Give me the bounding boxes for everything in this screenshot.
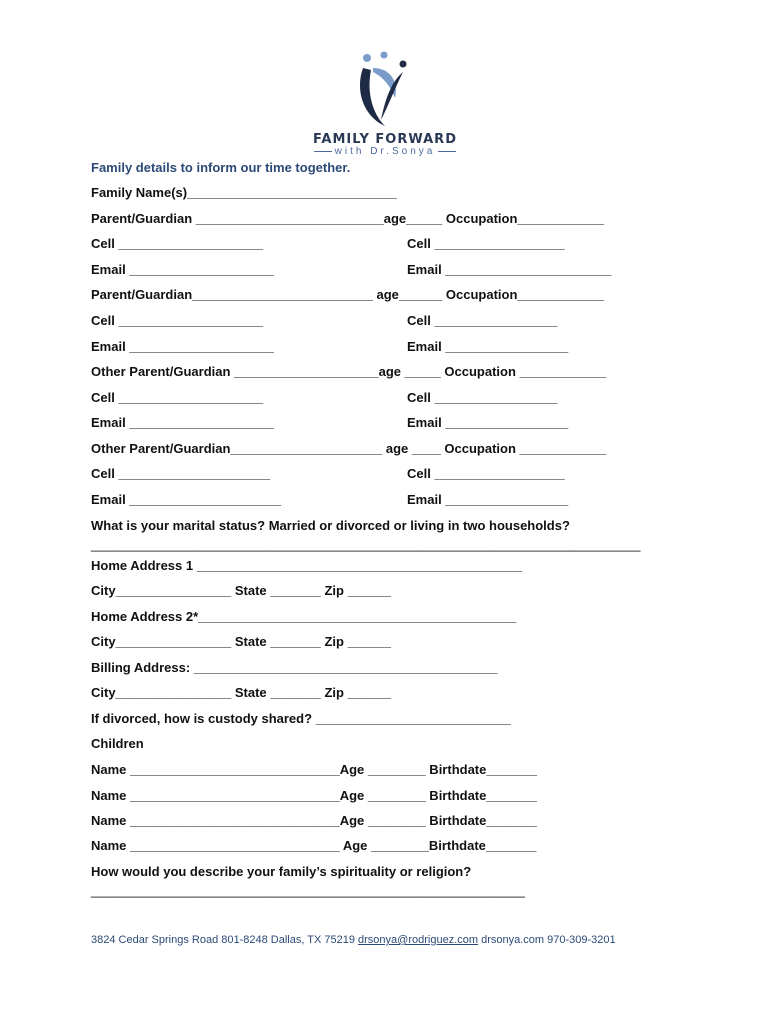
form-line-17: City________________ State _______ Zip ______ — [91, 583, 391, 598]
form-line-25: Name _____________________________Age ________ Birthdate_______ — [91, 788, 537, 803]
form-line-4-right: Email _______________________ — [407, 262, 612, 277]
form-line-7: Email ____________________ — [91, 339, 274, 354]
form-intro: Family details to inform our time together. — [91, 160, 351, 175]
form-line-4: Email ____________________ — [91, 262, 274, 277]
family-forward-logo — [300, 48, 470, 158]
form-line-19: City________________ State _______ Zip ______ — [91, 634, 391, 649]
form-line-6-right: Cell _________________ — [407, 313, 558, 328]
form-line-22: If divorced, how is custody shared? ___________________________ — [91, 711, 511, 726]
form-line-10-right: Email _________________ — [407, 415, 569, 430]
form-line-12: Cell _____________________ — [91, 466, 271, 481]
form-line-8: Other Parent/Guardian ____________________age _____ Occupation ____________ — [91, 364, 607, 379]
form-line-9-right: Cell _________________ — [407, 390, 558, 405]
form-line-23: Children — [91, 736, 144, 751]
form-line-3: Cell ____________________ — [91, 236, 264, 251]
form-line-15: ____________________________________________________________________________ — [91, 537, 641, 552]
form-line-13: Email _____________________ — [91, 492, 282, 507]
form-line-20: Billing Address: __________________________________________ — [91, 660, 498, 675]
form-line-29: ____________________________________________________________ — [91, 883, 525, 898]
form-line-10: Email ____________________ — [91, 415, 274, 430]
footer-email-link[interactable]: drsonya@rodriguez.com — [358, 934, 479, 946]
form-line-26: Name _____________________________Age ________ Birthdate_______ — [91, 813, 537, 828]
form-line-6: Cell ____________________ — [91, 313, 264, 328]
form-line-16: Home Address 1 _____________________________________________ — [91, 558, 523, 573]
form-line-1: Family Name(s)_____________________________ — [91, 185, 397, 200]
form-line-18: Home Address 2*____________________________________________ — [91, 609, 517, 624]
logo-title: FAMILY FORWARD — [313, 132, 457, 147]
form-line-9: Cell ____________________ — [91, 390, 264, 405]
footer-contact: drsonya.com 970-309-3201 — [478, 934, 616, 946]
form-line-3-right: Cell __________________ — [407, 236, 565, 251]
footer-address: 3824 Cedar Springs Road 801-8248 Dallas, TX 75219 — [91, 934, 359, 946]
form-line-24: Name _____________________________Age ________ Birthdate_______ — [91, 762, 537, 777]
contact-footer — [91, 934, 616, 946]
form-line-21: City________________ State _______ Zip ______ — [91, 685, 391, 700]
form-line-12-right: Cell __________________ — [407, 466, 565, 481]
form-line-28: How would you describe your family’s spirituality or religion? — [91, 864, 472, 879]
form-line-27: Name _____________________________ Age ________Birthdate_______ — [91, 838, 537, 853]
form-line-2: Parent/Guardian __________________________age_____ Occupation____________ — [91, 211, 605, 226]
form-line-7-right: Email _________________ — [407, 339, 569, 354]
form-line-13-right: Email _________________ — [407, 492, 569, 507]
family-figures-icon — [345, 48, 425, 128]
form-line-11: Other Parent/Guardian_____________________ age ____ Occupation ____________ — [91, 441, 607, 456]
logo-tagline: with Dr.Sonya — [300, 146, 470, 157]
form-line-14: What is your marital status? Married or divorced or living in two households? — [91, 518, 570, 533]
form-line-5: Parent/Guardian_________________________ age______ Occupation____________ — [91, 287, 605, 302]
